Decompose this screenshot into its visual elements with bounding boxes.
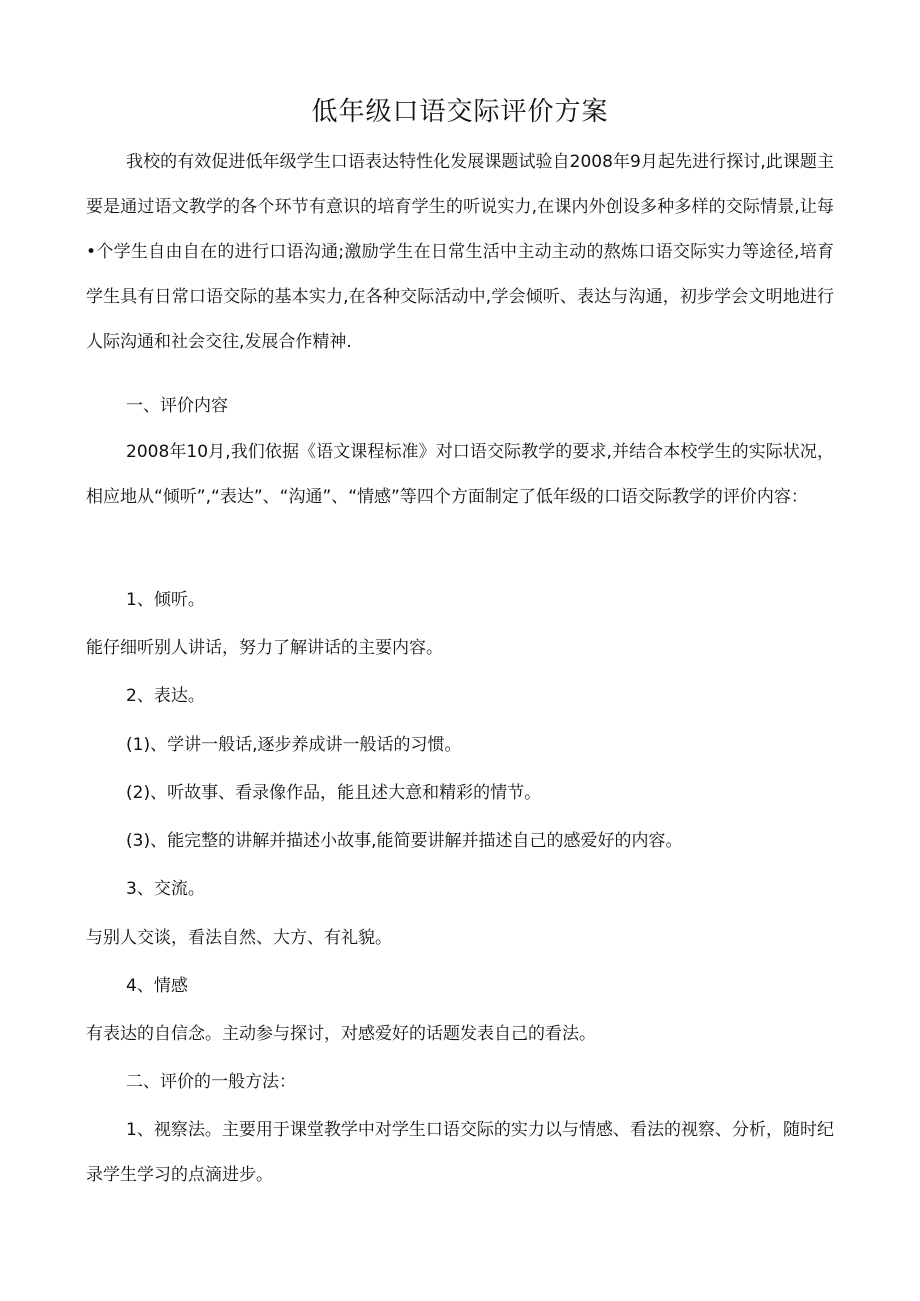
item-listening-text: 能仔细听别人讲话，努力了解讲话的主要内容。 [86, 638, 443, 658]
item-emotion-text: 有表达的自信念。主动参与探讨，对感爱好的话题发表自己的看法。 [86, 1024, 596, 1044]
item-expression-heading: 2、表达。 [126, 686, 205, 706]
section-heading-evaluation-content: 一、评价内容 [126, 396, 228, 416]
intro-paragraph: 我校的有效促进低年级学生口语表达特性化发展课题试验自2008年9月起先进行探讨,此课题主要是通过语文教学的各个环节有意识的培育学生的听说实力,在课内外创设多种多样的交际情景,让每•个学生自由自在的进行口语沟通;激励学生在日常生活中主动主动的熬炼口语交际实力等途径,培育学生具有日常口语交际的基本实力,在各种交际活动中,学会倾听、表达与沟通，初步学会文明地进行人际沟通和社会交往,发展合作精神. [86, 152, 834, 352]
item-communication-text: 与别人交谈，看法自然、大方、有礼貌。 [86, 928, 392, 948]
evaluation-content-paragraph: 2008年10月,我们依据《语文课程标准》对口语交际教学的要求,并结合本校学生的实际状况，相应地从“倾听”,“表达”、“沟通”、“情感”等四个方面制定了低年级的口语交际教学的评价内容： [86, 442, 834, 507]
item-listening-heading: 1、倾听。 [126, 590, 205, 610]
item-expression-sub3: (3)、能完整的讲解并描述小故事,能简要讲解并描述自己的感爱好的内容。 [126, 831, 683, 851]
section-heading-methods: 二、评价的一般方法： [126, 1072, 296, 1092]
item-expression-sub2: (2)、听故事、看录像作品，能且述大意和精彩的情节。 [126, 783, 542, 803]
item-communication-heading: 3、交流。 [126, 879, 205, 899]
method-observation-paragraph: 1、视察法。主要用于课堂教学中对学生口语交际的实力以与情感、看法的视察、分析，随时纪录学生学习的点滴进步。 [86, 1120, 834, 1185]
item-emotion-heading: 4、情感 [126, 976, 188, 996]
document-title: 低年级口语交际评价方案 [311, 97, 609, 127]
item-expression-sub1: (1)、学讲一般话,逐步养成讲一般话的习惯。 [126, 735, 462, 755]
